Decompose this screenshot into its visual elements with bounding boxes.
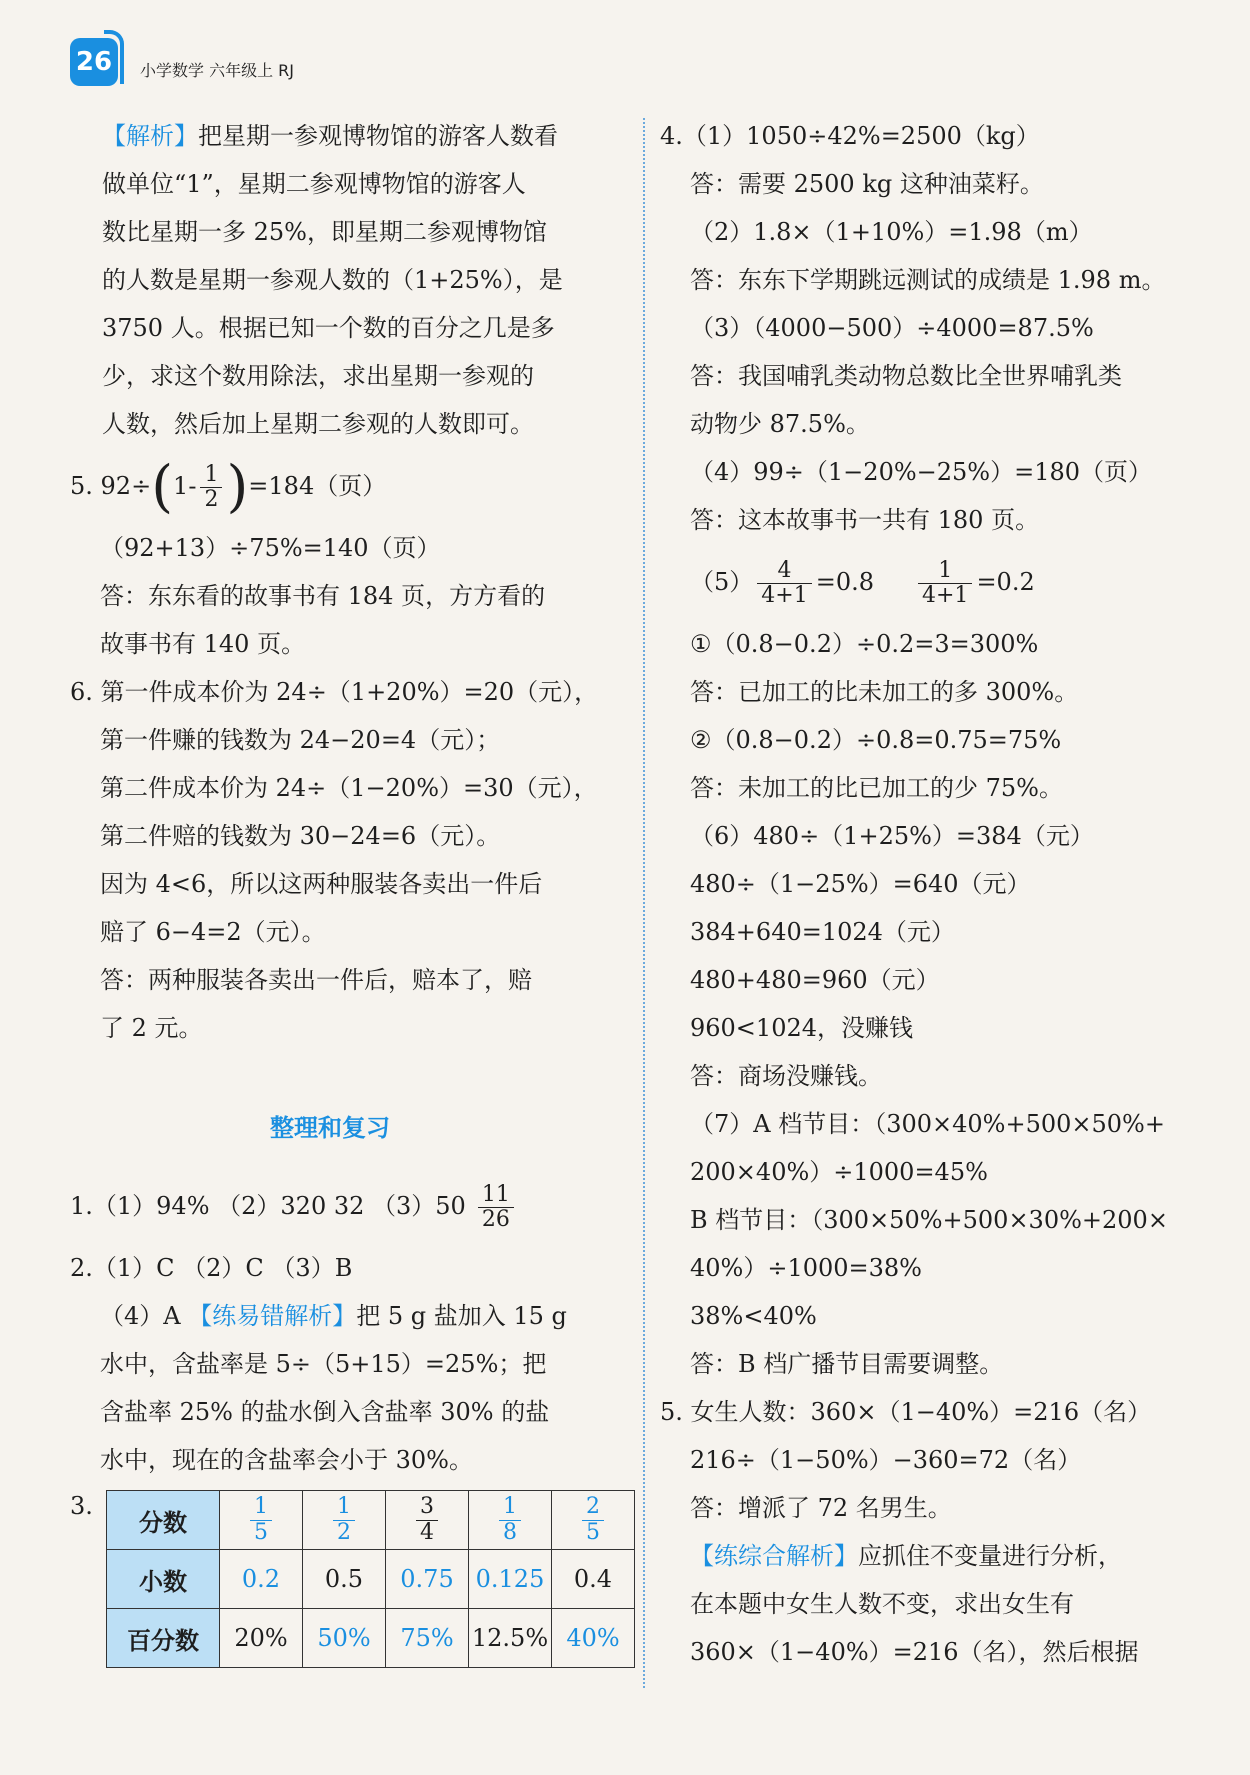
q6-line: 因为 4<6，所以这两种服装各卖出一件后 — [100, 870, 543, 898]
q5-formula: 5. 92÷(1- $\frac{1}{2}$ )=184（页） — [70, 454, 387, 520]
right-column — [660, 112, 1220, 1676]
q6-line: 赔了 6−4=2（元）。 — [100, 918, 326, 946]
table-cell — [386, 1491, 469, 1550]
fraction: $\frac{1}{2}$ — [200, 463, 222, 512]
page-number-badge: 26 — [70, 38, 118, 86]
analysis-line: 人数，然后加上星期二参观的人数即可。 — [102, 410, 534, 438]
q5-analysis-line: 360×（1−40%）=216（名），然后根据 — [690, 1638, 1139, 1666]
review-q2: 2.（1）C （2）C （3）B — [70, 1254, 353, 1282]
fraction: $\frac{11}{26}$ — [478, 1183, 514, 1232]
badge-decoration — [104, 30, 124, 84]
q4-line: 答：商场没赚钱。 — [690, 1062, 882, 1090]
table-cell: 0.5 — [303, 1550, 386, 1609]
analysis-line: 的人数是星期一参观人数的（1+25%），是 — [102, 266, 563, 294]
fraction: $\frac{1}{4+1}$ — [918, 559, 972, 608]
review-q2-line: 水中，现在的含盐率会小于 30%。 — [100, 1446, 473, 1474]
section-title: 整理和复习 — [270, 1113, 390, 1142]
q6-line: 第一件赚的钱数为 24−20=4（元）； — [100, 726, 501, 754]
q6-line: 6. 第一件成本价为 24÷（1+20%）=20（元）， — [70, 678, 599, 706]
table-cell: 0.75 — [386, 1550, 469, 1609]
row-header: 百分数 — [107, 1609, 220, 1668]
q5-analysis-line: 在本题中女生人数不变，求出女生有 — [690, 1590, 1074, 1618]
table-cell — [469, 1491, 552, 1550]
review-q2-line: 含盐率 25% 的盐水倒入含盐率 30% 的盐 — [100, 1398, 550, 1426]
q6-line: 了 2 元。 — [100, 1014, 203, 1042]
table-cell — [220, 1491, 303, 1550]
q4-line: 384+640=1024（元） — [690, 918, 955, 946]
comprehensive-analysis-tag: 【练综合解析】 — [690, 1542, 858, 1570]
q4-line: 动物少 87.5%。 — [690, 410, 870, 438]
q5-line: 答：增派了 72 名男生。 — [690, 1494, 952, 1522]
analysis-line: 做单位“1”，星期二参观博物馆的游客人 — [102, 170, 526, 198]
table-cell: 40% — [552, 1609, 635, 1668]
q4-line: 答：我国哺乳类动物总数比全世界哺乳类 — [690, 362, 1122, 390]
fraction: $\frac{2}{5}$ — [582, 1495, 604, 1544]
q5-line: 故事书有 140 页。 — [100, 630, 306, 658]
q4-line: ①（0.8−0.2）÷0.2=3=300% — [690, 630, 1039, 658]
analysis-line: 3750 人。根据已知一个数的百分之几是多 — [102, 314, 555, 342]
q4-line: 200×40%）÷1000=45% — [690, 1158, 988, 1186]
table-cell: 20% — [220, 1609, 303, 1668]
review-q1: 1.（1）94% （2）320 32 （3）50 $\frac{11}{26}$ — [70, 1168, 630, 1244]
table-row-fraction — [107, 1491, 635, 1550]
analysis-line: 【解析】把星期一参观博物馆的游客人数看 — [102, 122, 558, 150]
q4-line: 4.（1）1050÷42%=2500（kg） — [660, 122, 1040, 150]
q4-line: 答：已加工的比未加工的多 300%。 — [690, 678, 1079, 706]
review-block — [70, 1168, 630, 1484]
table-cell — [552, 1491, 635, 1550]
q4-line: 答：这本故事书一共有 180 页。 — [690, 506, 1040, 534]
q5-line: 答：东东看的故事书有 184 页，方方看的 — [100, 582, 546, 610]
fraction: $\frac{1}{5}$ — [250, 1495, 272, 1544]
review-q2-line: （4）A 【练易错解析】把 5 g 盐加入 15 g — [100, 1302, 567, 1330]
book-title: 小学数学 六年级上 RJ — [140, 61, 295, 80]
analysis-tag: 【解析】 — [102, 122, 198, 150]
q5-line: （92+13）÷75%=140（页） — [100, 534, 441, 562]
row-header: 分数 — [107, 1491, 220, 1550]
fraction: $\frac{4}{4+1}$ — [757, 559, 811, 608]
table-cell — [303, 1491, 386, 1550]
q4-line: （4）99÷（1−20%−25%）=180（页） — [690, 458, 1153, 486]
q4-line: ②（0.8−0.2）÷0.8=0.75=75% — [690, 726, 1062, 754]
table-cell: 0.4 — [552, 1550, 635, 1609]
row-header: 小数 — [107, 1550, 220, 1609]
table-row-decimal — [107, 1550, 635, 1609]
q4-line: 答：B 档广播节目需要调整。 — [690, 1350, 1004, 1378]
table-cell: 75% — [386, 1609, 469, 1668]
q4-line: （7）A 档节目：（300×40%+500×50%+ — [690, 1110, 1165, 1138]
q4-line: 40%）÷1000=38% — [690, 1254, 922, 1282]
fraction: $\frac{1}{8}$ — [499, 1495, 521, 1544]
q4-line: 答：东东下学期跳远测试的成绩是 1.98 m。 — [690, 266, 1166, 294]
q6-line: 第二件成本价为 24÷（1−20%）=30（元）， — [100, 774, 598, 802]
q4-line: B 档节目：（300×50%+500×30%+200× — [690, 1206, 1168, 1234]
table-cell: 0.2 — [220, 1550, 303, 1609]
table-row-percent — [107, 1609, 635, 1668]
q4-5-formula: （5） $\frac{4}{4+1}$ =0.8 $\frac{1}{4+1}$ =0.2 — [690, 557, 1035, 608]
analysis-line: 少，求这个数用除法，求出星期一参观的 — [102, 362, 534, 390]
q4-line: 960<1024，没赚钱 — [690, 1014, 913, 1042]
q4-line: （3）（4000−500）÷4000=87.5% — [690, 314, 1094, 342]
column-divider — [643, 118, 645, 1688]
q5-line: 5. 女生人数：360×（1−40%）=216（名） — [660, 1398, 1152, 1426]
q5-line: 216÷（1−50%）−360=72（名） — [690, 1446, 1082, 1474]
review-q2-line: 水中，含盐率是 5÷（5+15）=25%；把 — [100, 1350, 547, 1378]
error-analysis-tag: 【练易错解析】 — [188, 1302, 357, 1330]
q6-line: 第二件赔的钱数为 30−24=6（元）。 — [100, 822, 501, 850]
table-cell: 50% — [303, 1609, 386, 1668]
conversion-table — [106, 1490, 635, 1668]
table-cell: 12.5% — [469, 1609, 552, 1668]
analysis-line: 数比星期一多 25%，即星期二参观博物馆 — [102, 218, 547, 246]
q4-line: 480+480=960（元） — [690, 966, 940, 994]
review-q3-label: 3. — [70, 1492, 93, 1520]
q4-line: 38%<40% — [690, 1302, 817, 1330]
q4-line: 答：需要 2500 kg 这种油菜籽。 — [690, 170, 1044, 198]
q4-line: （6）480÷（1+25%）=384（元） — [690, 822, 1094, 850]
q4-line: 答：未加工的比已加工的少 75%。 — [690, 774, 1063, 802]
fraction: $\frac{1}{2}$ — [333, 1495, 355, 1544]
left-column — [70, 112, 630, 1052]
table-cell: 0.125 — [469, 1550, 552, 1609]
q5-analysis-line: 【练综合解析】应抓住不变量进行分析， — [690, 1542, 1122, 1570]
fraction: $\frac{3}{4}$ — [416, 1495, 438, 1544]
q4-line: 480÷（1−25%）=640（元） — [690, 870, 1031, 898]
q4-line: （2）1.8×（1+10%）=1.98（m） — [690, 218, 1093, 246]
q6-line: 答：两种服装各卖出一件后，赔本了，赔 — [100, 966, 532, 994]
